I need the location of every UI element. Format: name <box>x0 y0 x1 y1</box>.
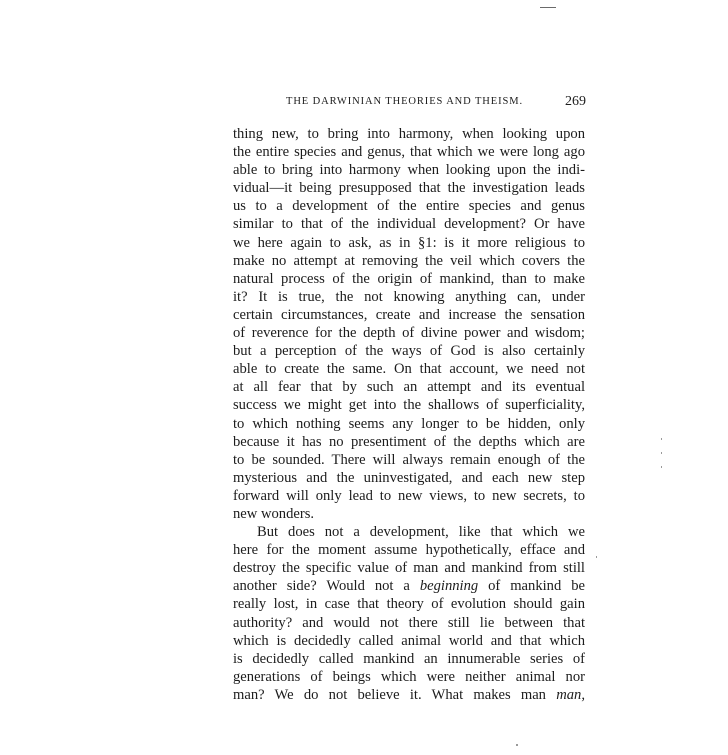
margin-speck <box>516 744 518 746</box>
text-line: of reverence for the depth of divine power and wisdom; <box>233 325 585 342</box>
margin-speck <box>661 438 662 440</box>
text-segment: another side? Would not a <box>233 578 410 595</box>
text-line: authority? and would not there still lie between that <box>233 614 585 631</box>
text-line: able to bring into harmony when looking upon the indi- <box>233 162 585 179</box>
body-text <box>233 125 585 704</box>
text-line: really lost, in case that theory of evolution should gain <box>233 596 585 613</box>
running-head <box>286 94 586 112</box>
text-line: generations of beings which were neither animal nor <box>233 668 585 685</box>
text-line: but a perception of the ways of God is also certainly <box>233 343 585 360</box>
text-line: us to a development of the entire species and genus <box>233 198 585 215</box>
margin-speck <box>661 466 662 468</box>
text-line: similar to that of the individual development? Or have <box>233 216 585 233</box>
text-line-with-italic <box>233 577 585 595</box>
italic-word: beginning <box>419 578 479 595</box>
page-number: 269 <box>565 94 586 109</box>
text-line: to be sounded. There will always remain enough of the <box>233 451 585 468</box>
text-line: which is decidedly called animal world and that which <box>233 632 585 649</box>
text-line: because it has no presentiment of the depths which are <box>233 433 585 450</box>
paragraph-start-line: But does not a development, like that which we <box>257 524 585 541</box>
running-title: THE DARWINIAN THEORIES AND THEISM. <box>286 96 523 107</box>
scan-mark <box>540 7 556 8</box>
text-line: mysterious and the uninvestigated, and each new step <box>233 469 585 486</box>
text-line: it? It is true, the not knowing anything can, under <box>233 288 585 305</box>
text-line: thing new, to bring into harmony, when looking upon <box>233 126 585 142</box>
text-line: certain circumstances, create and increase the sensation <box>233 306 585 323</box>
margin-speck <box>596 556 597 558</box>
text-line: make no attempt at removing the veil which covers the <box>233 252 585 269</box>
text-line-with-italic <box>233 686 585 704</box>
text-line: we here again to ask, as in §1: is it more religious to <box>233 234 585 251</box>
text-line: to which nothing seems any longer to be hidden, only <box>233 415 585 432</box>
text-line: is decidedly called mankind an innumerable series of <box>233 650 585 667</box>
text-line: success we might get into the shallows of superficiality, <box>233 397 585 414</box>
text-line: forward will only lead to new views, to new secrets, to <box>233 487 585 504</box>
text-line: the entire species and genus, that which we were long ago <box>233 144 585 161</box>
margin-speck <box>661 452 662 454</box>
text-line: vidual—it being presupposed that the investigation leads <box>233 180 585 197</box>
text-line: at all fear that by such an attempt and its eventual <box>233 379 585 396</box>
text-line: here for the moment assume hypothetically, efface and <box>233 542 585 559</box>
italic-word: man, <box>556 686 585 703</box>
text-segment: man? We do not believe it. What makes man <box>233 686 546 703</box>
text-segment: of mankind be <box>488 578 585 595</box>
text-line: able to create the same. On that account, we need not <box>233 361 585 378</box>
text-line: destroy the specific value of man and mankind from still <box>233 560 585 577</box>
paragraph-end-line: new wonders. <box>233 505 315 522</box>
text-line: natural process of the origin of mankind, than to make <box>233 270 585 287</box>
